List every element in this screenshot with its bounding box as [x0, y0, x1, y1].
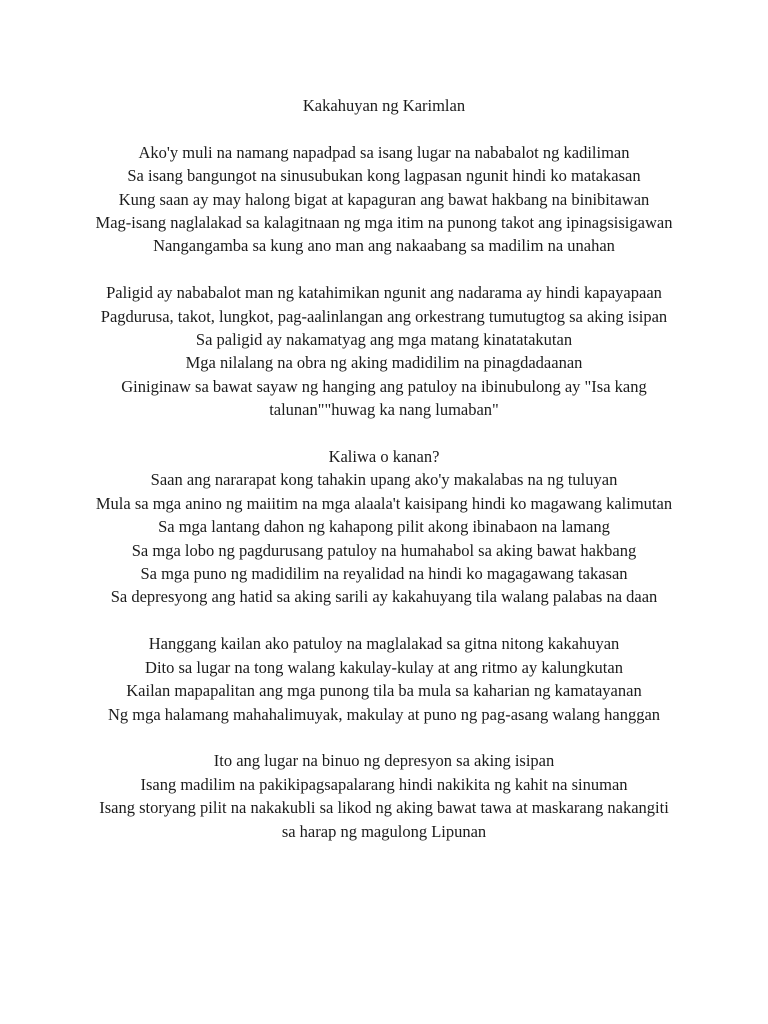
stanza	[64, 749, 704, 843]
poem-line: Kaliwa o kanan?	[328, 447, 440, 467]
poem-line: Mag-isang naglalakad sa kalagitnaan ng mga itim na punong takot ang ipinagsisigawan	[95, 213, 673, 233]
poem-body	[64, 94, 704, 843]
stanza	[64, 632, 704, 726]
stanza	[64, 141, 704, 258]
stanza	[64, 445, 704, 609]
poem-line: Sa mga lantang dahon ng kahapong pilit akong ibinabaon na lamang	[158, 517, 610, 537]
poem-line: Pagdurusa, takot, lungkot, pag-aalinlangan ang orkestrang tumutugtog sa aking isipan	[100, 306, 668, 326]
stanza-list	[64, 141, 704, 843]
poem-line: Mga nilalang na obra ng aking madidilim na pinagdadaanan	[185, 353, 583, 373]
poem-line: Ito ang lugar na binuo ng depresyon sa aking isipan	[213, 751, 555, 771]
poem-title: Kakahuyan ng Karimlan	[302, 96, 466, 115]
poem-line: Sa paligid ay nakamatyag ang mga matang kinatatakutan	[195, 330, 573, 350]
poem-line: Saan ang nararapat kong tahakin upang ako'y makalabas na ng tuluyan	[150, 470, 618, 490]
poem-line: Giniginaw sa bawat sayaw ng hanging ang patuloy na ibinubulong ay "Isa kang	[121, 376, 647, 396]
stanza	[64, 281, 704, 421]
poem-line: Sa depresyong ang hatid sa aking sarili ay kakahuyang tila walang palabas na daan	[110, 587, 658, 607]
poem-line: sa harap ng magulong Lipunan	[281, 821, 487, 841]
poem-line: Ako'y muli na namang napadpad sa isang lugar na nababalot ng kadiliman	[138, 142, 630, 162]
poem-line: Sa mga puno ng madidilim na reyalidad na hindi ko magagawang takasan	[140, 564, 628, 584]
poem-line: Nangangamba sa kung ano man ang nakaabang sa madilim na unahan	[153, 236, 615, 256]
poem-line: Sa mga lobo ng pagdurusang patuloy na humahabol sa aking bawat hakbang	[131, 540, 637, 560]
poem-line: talunan""huwag ka nang lumaban"	[269, 400, 499, 420]
poem-line: Paligid ay nababalot man ng katahimikan ngunit ang nadarama ay hindi kapayapaan	[106, 283, 662, 303]
poem-line: Isang madilim na pakikipagsapalarang hindi nakikita ng kahit na sinuman	[140, 774, 628, 794]
poem-line: Ng mga halamang mahahalimuyak, makulay at puno ng pag-asang walang hanggan	[107, 704, 661, 724]
poem-line: Hanggang kailan ako patuloy na maglalakad sa gitna nitong kakahuyan	[148, 634, 620, 654]
poem-line: Sa isang bangungot na sinusubukan kong lagpasan ngunit hindi ko matakasan	[127, 166, 641, 186]
poem-line: Isang storyang pilit na nakakubli sa likod ng aking bawat tawa at maskarang nakangiti	[99, 798, 669, 818]
poem-line: Kailan mapapalitan ang mga punong tila ba mula sa kaharian ng kamatayanan	[126, 681, 642, 701]
poem-line: Mula sa mga anino ng maiitim na mga alaala't kaisipang hindi ko magawang kalimutan	[95, 493, 673, 513]
poem-line: Kung saan ay may halong bigat at kapaguran ang bawat hakbang na binibitawan	[118, 189, 650, 209]
poem-line: Dito sa lugar na tong walang kakulay-kulay at ang ritmo ay kalungkutan	[145, 657, 623, 677]
